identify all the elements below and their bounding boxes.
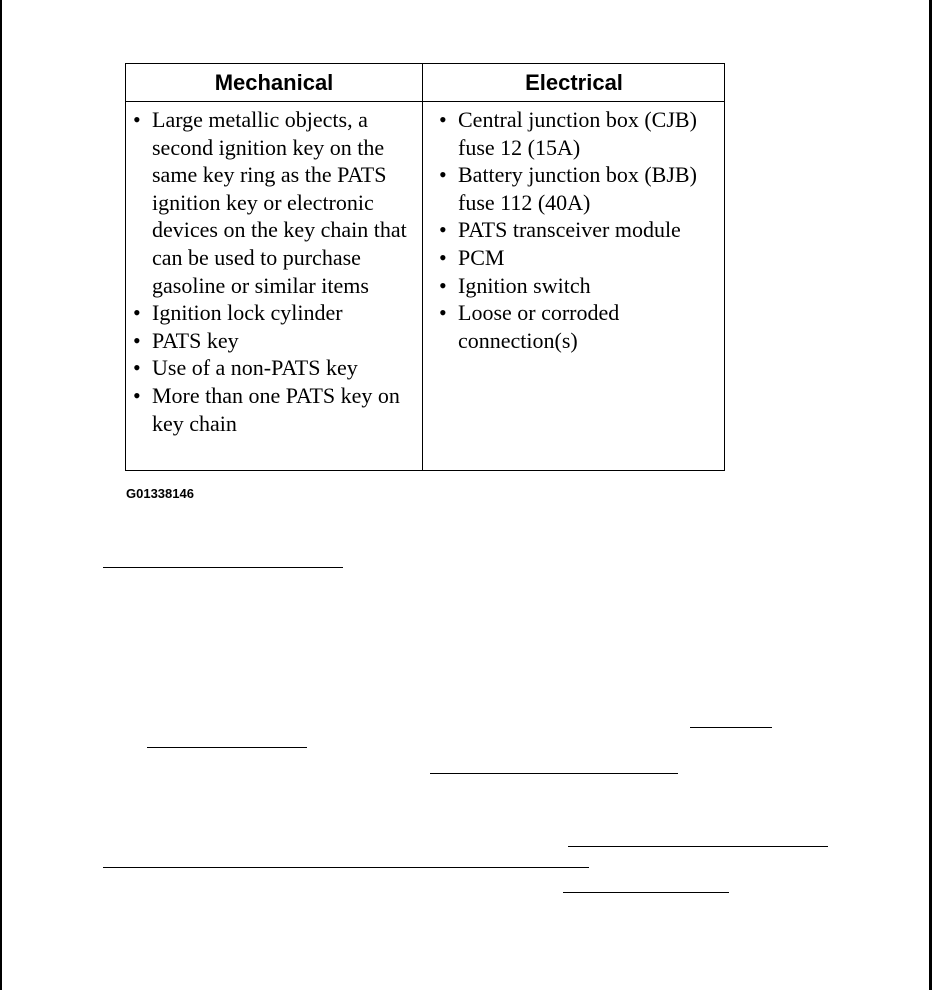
bullet-icon: • <box>133 382 141 408</box>
column-divider <box>422 64 423 470</box>
page-border-right <box>929 0 932 990</box>
list-item <box>132 327 418 355</box>
link-underline[interactable] <box>103 567 343 568</box>
figure-id: G01338146 <box>126 486 194 501</box>
symptom-chart-table <box>125 63 725 471</box>
list-item <box>438 244 723 272</box>
bullet-icon: • <box>439 300 447 326</box>
mechanical-column-header: Mechanical <box>214 70 334 95</box>
link-underline[interactable] <box>103 867 589 868</box>
page-border-left <box>0 0 2 990</box>
mechanical-item-text: More than one PATS key on key chain <box>152 382 400 436</box>
link-underline[interactable] <box>430 773 678 774</box>
list-item <box>132 354 418 382</box>
bullet-icon: • <box>439 272 447 298</box>
list-item <box>132 299 418 327</box>
list-item <box>438 161 723 216</box>
electrical-item-text: Loose or corroded connection(s) <box>458 300 620 353</box>
electrical-item-text: Ignition switch <box>458 272 591 298</box>
electrical-item-text: PCM <box>458 244 505 270</box>
link-underline[interactable] <box>568 846 828 847</box>
bullet-icon: • <box>439 107 447 132</box>
mechanical-item-text: Large metallic objects, a second ignition key on the same key ring as the PATS ignition key or electronic devices on the key chain that can be used to purchase gasoline or similar items <box>152 107 407 298</box>
header-rule <box>126 101 724 102</box>
mechanical-item-text: PATS key <box>152 327 239 353</box>
link-underline[interactable] <box>147 747 307 748</box>
bullet-icon: • <box>133 107 141 132</box>
bullet-icon: • <box>133 355 141 381</box>
list-item <box>132 106 418 299</box>
link-underline[interactable] <box>690 727 772 728</box>
mechanical-causes-list <box>132 106 418 437</box>
bullet-icon: • <box>439 162 447 188</box>
mechanical-item-text: Use of a non-PATS key <box>152 355 358 381</box>
electrical-item-text: PATS transceiver module <box>458 217 681 243</box>
list-item <box>438 272 723 300</box>
bullet-icon: • <box>133 300 141 326</box>
bullet-icon: • <box>439 217 447 243</box>
list-item <box>438 216 723 244</box>
list-item <box>132 382 418 437</box>
electrical-column-header: Electrical <box>525 70 623 95</box>
link-underline[interactable] <box>563 892 729 893</box>
bullet-icon: • <box>439 244 447 270</box>
list-item <box>438 299 723 354</box>
mechanical-item-text: Ignition lock cylinder <box>152 300 343 326</box>
electrical-item-text: Battery junction box (BJB) fuse 112 (40A) <box>458 162 697 215</box>
electrical-item-text: Central junction box (CJB) fuse 12 (15A) <box>458 107 697 160</box>
bullet-icon: • <box>133 327 141 353</box>
electrical-causes-list <box>438 106 723 354</box>
list-item <box>438 106 723 161</box>
